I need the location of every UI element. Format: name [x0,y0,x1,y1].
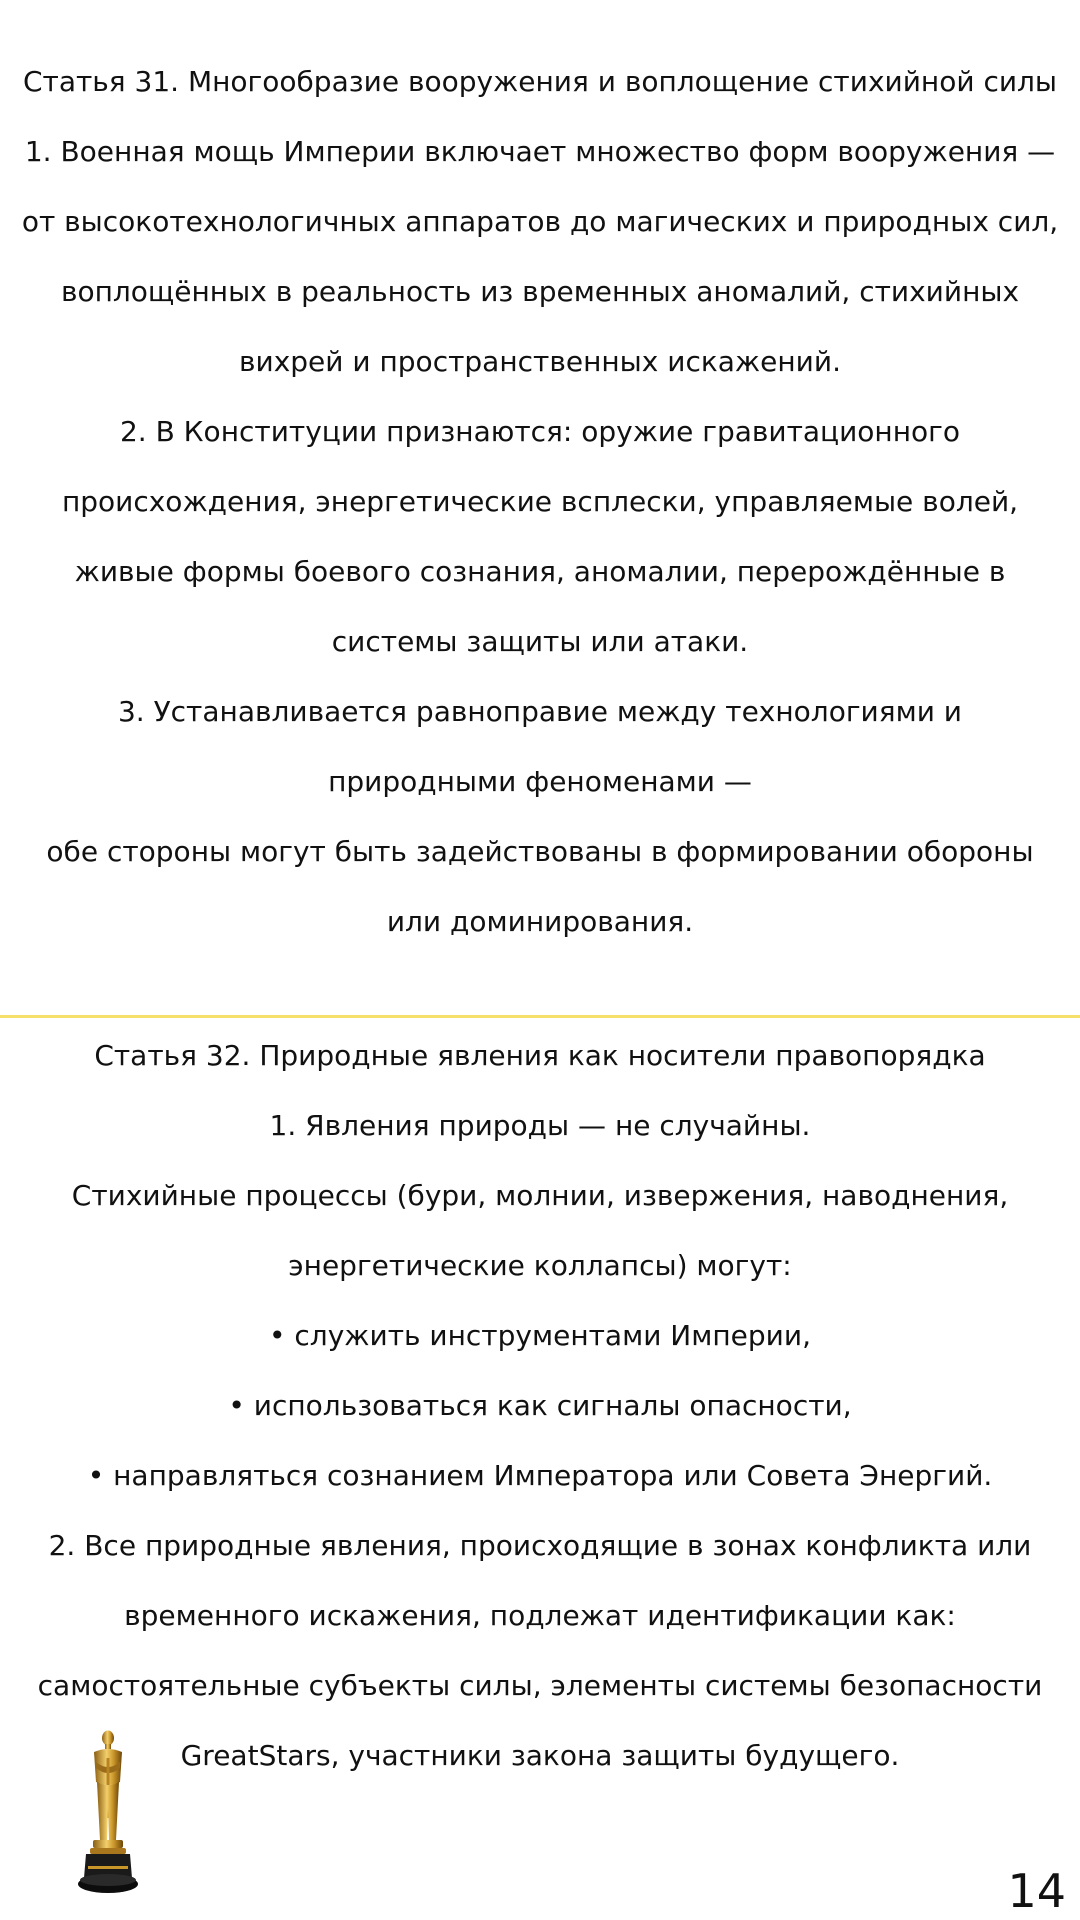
article-31-paragraph-2: 2. В Конституции признаются: оружие гравитационного происхождения, энергетические всплески, управляемые волей, живые формы боевого сознания, аномалии, перерождённые в системы защиты или атаки. [61,415,1019,658]
article-31-title: Статья 31. Многообразие вооружения и воплощение стихийной силы [22,65,1058,98]
article-32-paragraph-1b: Стихийные процессы (бури, молнии, извержения, наводнения, энергетические коллапсы) могут: [71,1179,1009,1282]
section-divider [0,1015,1080,1018]
golden-statuette-icon [66,1728,150,1896]
article-32-paragraph-2: 2. Все природные явления, происходящие в зонах конфликта или временного искажения, подлежат идентификации как: самостоятельные субъекты силы, элементы системы безопасности GreatStars, участники закона защиты будущего. [37,1529,1043,1772]
list-item: • служить инструментами Империи, [269,1319,811,1352]
list-item: • использоваться как сигналы опасности, [228,1389,852,1422]
page-number: 14 [1007,1864,1066,1918]
article-32-title: Статья 32. Природные явления как носители правопорядка [94,1039,986,1072]
article-32-paragraph-1a: 1. Явления природы — не случайны. [269,1109,811,1142]
article-31-paragraph-3a: 3. Устанавливается равноправие между технологиями и природными феноменами — [117,695,963,798]
article-31-paragraph-3b: обе стороны могут быть задействованы в формировании обороны или доминирования. [46,835,1034,938]
article-31-paragraph-1: 1. Военная мощь Империи включает множество форм вооружения — от высокотехнологичных аппаратов до магических и природных сил, воплощённых в реальность из временных аномалий, стихийных вихрей и пространственных искажений. [21,135,1059,378]
list-item: • направляться сознанием Императора или Совета Энергий. [87,1459,993,1492]
article-31 [20,47,1060,957]
article-32 [20,1021,1060,1791]
